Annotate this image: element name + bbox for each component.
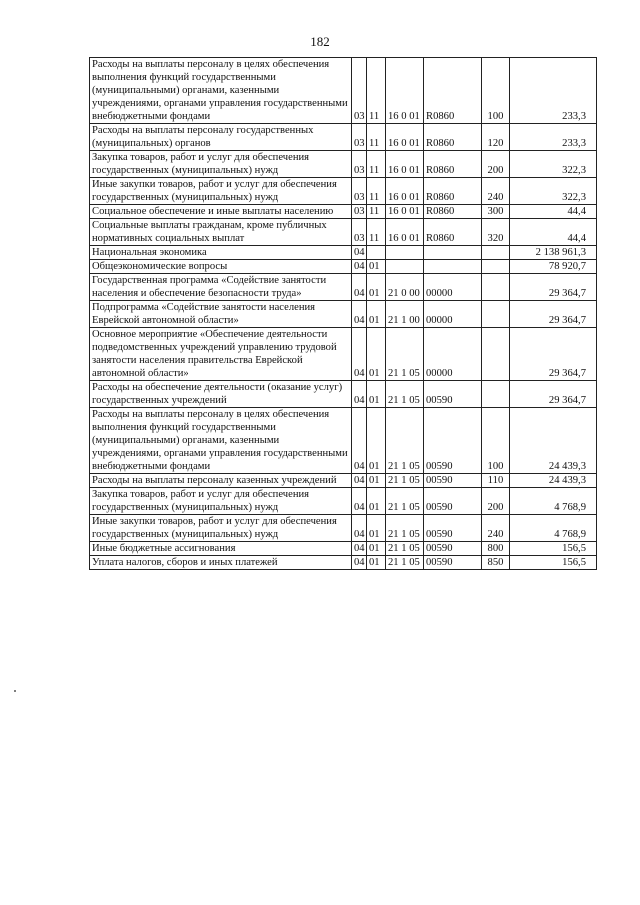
subprogram-code-part: 0	[401, 233, 407, 244]
table-row	[90, 124, 597, 151]
row-name: Подпрограмма «Содействие занятости населения Еврейской автономной области»	[90, 301, 352, 328]
subsection-code: 01	[367, 474, 386, 488]
program-code-part: 16	[388, 192, 399, 203]
event-code-part: 01	[409, 233, 420, 244]
expense-type-code	[482, 381, 510, 408]
event-code-part: 05	[409, 475, 420, 486]
direction-code: R0860	[424, 124, 482, 151]
program-code-part: 21	[388, 543, 399, 554]
direction-code	[424, 260, 482, 274]
subprogram-code-part: 0	[401, 206, 407, 217]
program-code-part: 21	[388, 395, 399, 406]
table-row	[90, 408, 597, 474]
subprogram-code-part: 0	[401, 165, 407, 176]
event-code-part: 01	[409, 138, 420, 149]
subprogram-code-part: 1	[401, 557, 407, 568]
subprogram-code-part: 1	[401, 529, 407, 540]
program-code	[386, 274, 424, 301]
program-code	[386, 246, 424, 260]
subsection-code: 01	[367, 515, 386, 542]
row-name: Социальное обеспечение и иные выплаты населению	[90, 205, 352, 219]
expense-type-code: 300	[482, 205, 510, 219]
direction-code: R0860	[424, 205, 482, 219]
subprogram-code-part: 1	[401, 502, 407, 513]
row-name: Расходы на выплаты персоналу в целях обеспечения выполнения функций государственными (муниципальными) органами, казенными учреждениями, органами управления государственными внебюджетными фондами	[90, 408, 352, 474]
row-name: Государственная программа «Содействие занятости населения и обеспечение безопасности труда»	[90, 274, 352, 301]
program-code-part: 21	[388, 288, 399, 299]
subprogram-code-part: 1	[401, 475, 407, 486]
expense-type-code: 200	[482, 151, 510, 178]
table-row	[90, 274, 597, 301]
table-row	[90, 474, 597, 488]
amount: 29 364,7	[510, 328, 597, 381]
amount: 44,4	[510, 219, 597, 246]
event-code-part: 05	[409, 395, 420, 406]
direction-code: 00590	[424, 515, 482, 542]
program-code	[386, 381, 424, 408]
amount: 24 439,3	[510, 408, 597, 474]
event-code-part: 00	[409, 315, 420, 326]
subsection-code: 11	[367, 124, 386, 151]
expense-type-code	[482, 260, 510, 274]
amount: 29 364,7	[510, 381, 597, 408]
event-code-part: 01	[409, 192, 420, 203]
table-row	[90, 556, 597, 570]
table-row	[90, 58, 597, 124]
program-code-part: 21	[388, 461, 399, 472]
expense-type-code: 110	[482, 474, 510, 488]
event-code-part: 05	[409, 529, 420, 540]
amount: 44,4	[510, 205, 597, 219]
program-code-part: 16	[388, 233, 399, 244]
program-code-part: 21	[388, 529, 399, 540]
event-code-part: 05	[409, 461, 420, 472]
amount: 233,3	[510, 124, 597, 151]
program-code-part: 21	[388, 557, 399, 568]
table-row	[90, 542, 597, 556]
section-code: 03	[352, 124, 367, 151]
program-code	[386, 219, 424, 246]
section-code: 03	[352, 178, 367, 205]
section-code: 04	[352, 301, 367, 328]
program-code-part: 16	[388, 206, 399, 217]
expense-type-code: 320	[482, 219, 510, 246]
page-number: 182	[310, 34, 330, 49]
subsection-code: 01	[367, 301, 386, 328]
table-body	[90, 58, 597, 570]
subsection-code: 01	[367, 556, 386, 570]
budget-table	[89, 57, 597, 570]
program-code-part: 21	[388, 475, 399, 486]
table-row	[90, 381, 597, 408]
amount: 233,3	[510, 58, 597, 124]
row-name: Уплата налогов, сборов и иных платежей	[90, 556, 352, 570]
direction-code: 00590	[424, 474, 482, 488]
expense-type-code: 800	[482, 542, 510, 556]
program-code	[386, 556, 424, 570]
row-name: Национальная экономика	[90, 246, 352, 260]
table-row	[90, 328, 597, 381]
row-name: Иные закупки товаров, работ и услуг для обеспечения государственных (муниципальных) нужд	[90, 178, 352, 205]
amount: 156,5	[510, 542, 597, 556]
direction-code: 00000	[424, 301, 482, 328]
row-name: Расходы на выплаты персоналу в целях обеспечения выполнения функций государственными (муниципальными) органами, казенными учреждениями, органами управления государственными внебюджетными фондами	[90, 58, 352, 124]
program-code	[386, 515, 424, 542]
direction-code: R0860	[424, 178, 482, 205]
section-code: 03	[352, 58, 367, 124]
event-code-part: 01	[409, 206, 420, 217]
section-code: 04	[352, 488, 367, 515]
table-row	[90, 301, 597, 328]
section-code: 03	[352, 205, 367, 219]
direction-code: R0860	[424, 151, 482, 178]
program-code	[386, 124, 424, 151]
subprogram-code-part: 0	[401, 111, 407, 122]
section-code: 03	[352, 219, 367, 246]
program-code	[386, 488, 424, 515]
row-name: Расходы на обеспечение деятельности (оказание услуг) государственных учреждений	[90, 381, 352, 408]
subsection-code	[367, 246, 386, 260]
event-code-part: 00	[409, 288, 420, 299]
section-code: 04	[352, 381, 367, 408]
section-code: 04	[352, 556, 367, 570]
table-row	[90, 178, 597, 205]
event-code-part: 01	[409, 111, 420, 122]
amount: 322,3	[510, 178, 597, 205]
row-name: Закупка товаров, работ и услуг для обеспечения государственных (муниципальных) нужд	[90, 488, 352, 515]
direction-code: 00590	[424, 556, 482, 570]
program-code	[386, 260, 424, 274]
row-name: Расходы на выплаты персоналу государственных (муниципальных) органов	[90, 124, 352, 151]
amount: 29 364,7	[510, 301, 597, 328]
subprogram-code-part: 1	[401, 395, 407, 406]
subsection-code: 01	[367, 260, 386, 274]
direction-code: 00590	[424, 488, 482, 515]
table-row	[90, 151, 597, 178]
direction-code: 00590	[424, 381, 482, 408]
subprogram-code-part: 0	[401, 192, 407, 203]
section-code: 04	[352, 328, 367, 381]
program-code-part: 16	[388, 111, 399, 122]
program-code-part: 21	[388, 315, 399, 326]
subprogram-code-part: 0	[401, 138, 407, 149]
expense-type-code: 240	[482, 515, 510, 542]
program-code	[386, 542, 424, 556]
section-code: 04	[352, 515, 367, 542]
subprogram-code-part: 0	[401, 288, 407, 299]
subprogram-code-part: 1	[401, 543, 407, 554]
expense-type-code	[482, 274, 510, 301]
subsection-code: 01	[367, 488, 386, 515]
amount: 322,3	[510, 151, 597, 178]
program-code	[386, 474, 424, 488]
subsection-code: 01	[367, 328, 386, 381]
expense-type-code: 100	[482, 58, 510, 124]
table-row	[90, 260, 597, 274]
amount: 4 768,9	[510, 488, 597, 515]
program-code	[386, 151, 424, 178]
program-code-part: 16	[388, 138, 399, 149]
expense-type-code: 850	[482, 556, 510, 570]
event-code-part: 05	[409, 557, 420, 568]
subprogram-code-part: 1	[401, 461, 407, 472]
program-code-part: 16	[388, 165, 399, 176]
direction-code	[424, 246, 482, 260]
program-code-part: 21	[388, 368, 399, 379]
amount: 29 364,7	[510, 274, 597, 301]
table-row	[90, 219, 597, 246]
expense-type-code	[482, 246, 510, 260]
amount: 156,5	[510, 556, 597, 570]
event-code-part: 05	[409, 502, 420, 513]
expense-type-code	[482, 328, 510, 381]
direction-code: 00000	[424, 274, 482, 301]
subsection-code: 11	[367, 205, 386, 219]
section-code: 04	[352, 408, 367, 474]
subsection-code: 01	[367, 381, 386, 408]
event-code-part: 05	[409, 543, 420, 554]
amount: 24 439,3	[510, 474, 597, 488]
subprogram-code-part: 1	[401, 368, 407, 379]
event-code-part: 01	[409, 165, 420, 176]
row-name: Общеэкономические вопросы	[90, 260, 352, 274]
amount: 2 138 961,3	[510, 246, 597, 260]
expense-type-code: 100	[482, 408, 510, 474]
event-code-part: 05	[409, 368, 420, 379]
subsection-code: 11	[367, 151, 386, 178]
section-code: 04	[352, 542, 367, 556]
table-row	[90, 246, 597, 260]
subsection-code: 11	[367, 219, 386, 246]
row-name: Закупка товаров, работ и услуг для обеспечения государственных (муниципальных) нужд	[90, 151, 352, 178]
section-code: 04	[352, 274, 367, 301]
amount: 78 920,7	[510, 260, 597, 274]
subsection-code: 11	[367, 58, 386, 124]
program-code	[386, 328, 424, 381]
table-row	[90, 515, 597, 542]
subprogram-code-part: 1	[401, 315, 407, 326]
section-code: 04	[352, 474, 367, 488]
table-row	[90, 205, 597, 219]
expense-type-code: 120	[482, 124, 510, 151]
direction-code: R0860	[424, 58, 482, 124]
margin-dot	[14, 690, 16, 692]
program-code-part: 21	[388, 502, 399, 513]
direction-code: R0860	[424, 219, 482, 246]
program-code	[386, 408, 424, 474]
direction-code: 00590	[424, 542, 482, 556]
row-name: Основное мероприятие «Обеспечение деятельности подведомственных учреждений управлению трудовой занятости населения правительства Еврейской автономной области»	[90, 328, 352, 381]
table-row	[90, 488, 597, 515]
program-code	[386, 58, 424, 124]
subsection-code: 01	[367, 542, 386, 556]
expense-type-code: 200	[482, 488, 510, 515]
section-code: 04	[352, 246, 367, 260]
row-name: Иные закупки товаров, работ и услуг для обеспечения государственных (муниципальных) нужд	[90, 515, 352, 542]
row-name: Иные бюджетные ассигнования	[90, 542, 352, 556]
subsection-code: 01	[367, 408, 386, 474]
direction-code: 00590	[424, 408, 482, 474]
section-code: 03	[352, 151, 367, 178]
subsection-code: 11	[367, 178, 386, 205]
expense-type-code	[482, 301, 510, 328]
program-code	[386, 178, 424, 205]
subsection-code: 01	[367, 274, 386, 301]
program-code	[386, 205, 424, 219]
row-name: Социальные выплаты гражданам, кроме публичных нормативных социальных выплат	[90, 219, 352, 246]
program-code	[386, 301, 424, 328]
direction-code: 00000	[424, 328, 482, 381]
expense-type-code: 240	[482, 178, 510, 205]
amount: 4 768,9	[510, 515, 597, 542]
section-code: 04	[352, 260, 367, 274]
row-name: Расходы на выплаты персоналу казенных учреждений	[90, 474, 352, 488]
